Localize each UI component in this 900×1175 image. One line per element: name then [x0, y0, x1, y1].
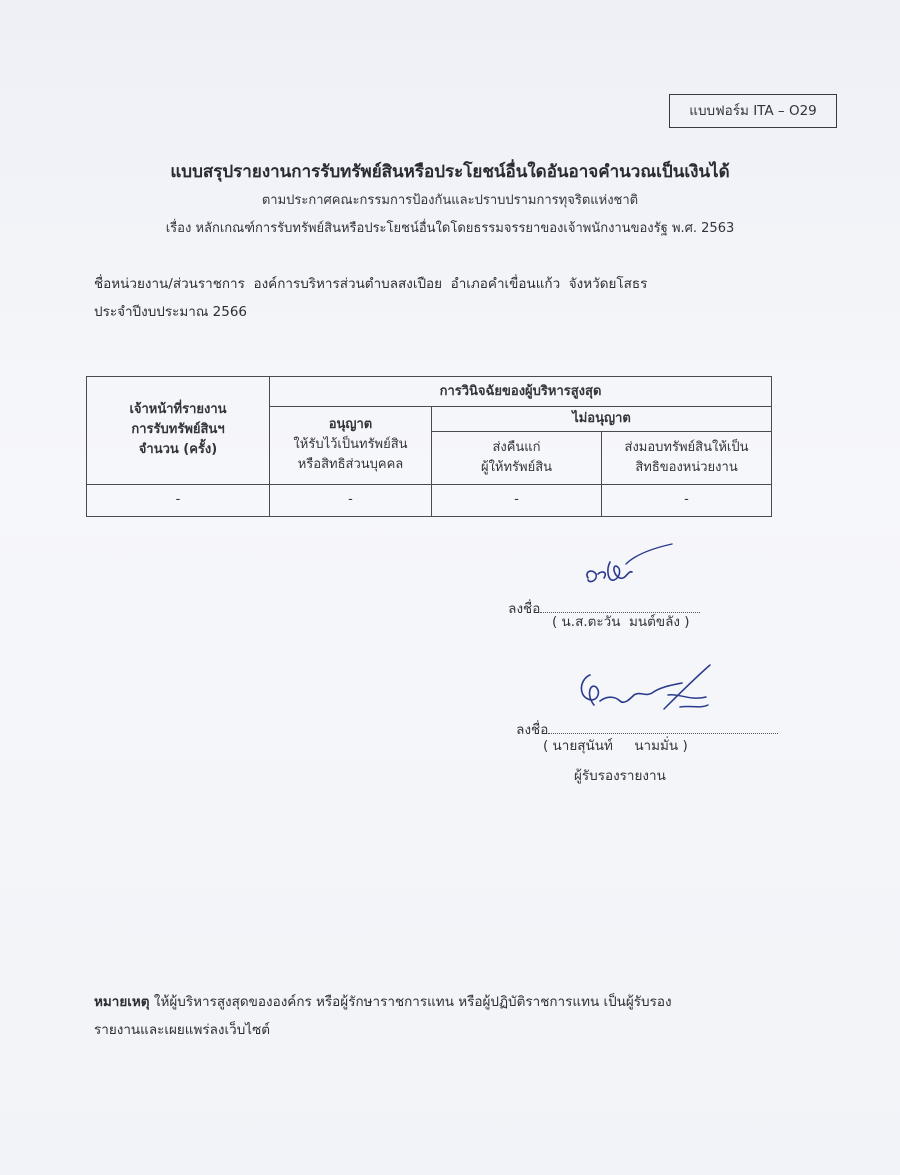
table-cell: - — [270, 484, 432, 516]
handover-header-line-2: สิทธิของหน่วยงาน — [635, 460, 738, 476]
table-cell: - — [432, 484, 602, 516]
document-title: แบบสรุปรายงานการรับทรัพย์สินหรือประโยชน์อื่นใดอันอาจคำนวณเป็นเงินได้ — [170, 162, 730, 182]
handover-header-line-1: ส่งมอบทรัพย์สินให้เป็น — [624, 440, 749, 456]
footnote-text-2: รายงานและเผยแพร่ลงเว็บไซต์ — [94, 1022, 271, 1038]
document-subtitle-announcement: ตามประกาศคณะกรรมการป้องกันและปราบปรามการทุจริตแห่งชาติ — [261, 193, 639, 208]
decision-header: การวินิจฉัยของผู้บริหารสูงสุด — [270, 377, 772, 407]
table-cell: - — [602, 484, 772, 516]
not-permit-header: ไม่อนุญาต — [432, 407, 772, 432]
footnote-label: หมายเหตุ — [94, 994, 150, 1010]
permit-header-line-1: อนุญาต — [328, 417, 373, 433]
signature-2-name: ( นายสุนันท์ นามมั่น ) — [543, 738, 688, 754]
fiscal-year-line: ประจำปีงบประมาณ 2566 — [94, 304, 248, 320]
return-to-giver-header — [432, 432, 602, 484]
footnote — [94, 988, 834, 1044]
report-summary-table — [86, 376, 772, 517]
signature-2-label: ลงชื่อ — [516, 722, 549, 738]
handover-to-agency-header — [602, 432, 772, 484]
signature-2-role: ผู้รับรองรายงาน — [574, 768, 666, 784]
form-code-box: แบบฟอร์ม ITA – O29 — [669, 94, 837, 128]
reporter-count-header — [87, 377, 270, 485]
table-cell: - — [87, 484, 270, 516]
permit-header — [270, 407, 432, 485]
return-header-line-2: ผู้ให้ทรัพย์สิน — [480, 460, 553, 476]
permit-header-line-3: หรือสิทธิส่วนบุคคล — [297, 457, 404, 473]
signature-2-handwriting — [560, 655, 730, 725]
organization-line: ชื่อหน่วยงาน/ส่วนราชการ องค์การบริหารส่วนตำบลสงเปือย อำเภอคำเขื่อนแก้ว จังหวัดยโสธร — [94, 276, 648, 292]
permit-header-line-2: ให้รับไว้เป็นทรัพย์สิน — [293, 437, 408, 453]
return-header-line-1: ส่งคืนแก่ — [492, 440, 541, 456]
signature-1-handwriting — [570, 540, 700, 600]
document-subtitle-subject: เรื่อง หลักเกณฑ์การรับทรัพย์สินหรือประโยชน์อื่นใดโดยธรรมจรรยาของเจ้าพนักงานของรัฐ พ.ศ. 2563 — [165, 221, 735, 236]
reporter-header-line-3: จำนวน (ครั้ง) — [138, 442, 218, 458]
signature-1-label: ลงชื่อ — [508, 601, 541, 617]
footnote-text-1: ให้ผู้บริหารสูงสุดขององค์กร หรือผู้รักษาราชการแทน หรือผู้ปฏิบัติราชการแทน เป็นผู้รับรอง — [149, 994, 672, 1010]
reporter-header-line-2: การรับทรัพย์สินฯ — [131, 422, 225, 438]
signature-1-name: ( น.ส.ตะวัน มนต์ขลัง ) — [552, 614, 690, 630]
footnote-line-1 — [94, 988, 834, 1016]
reporter-header-line-1: เจ้าหน้าที่รายงาน — [129, 402, 227, 418]
table-row — [87, 484, 772, 516]
